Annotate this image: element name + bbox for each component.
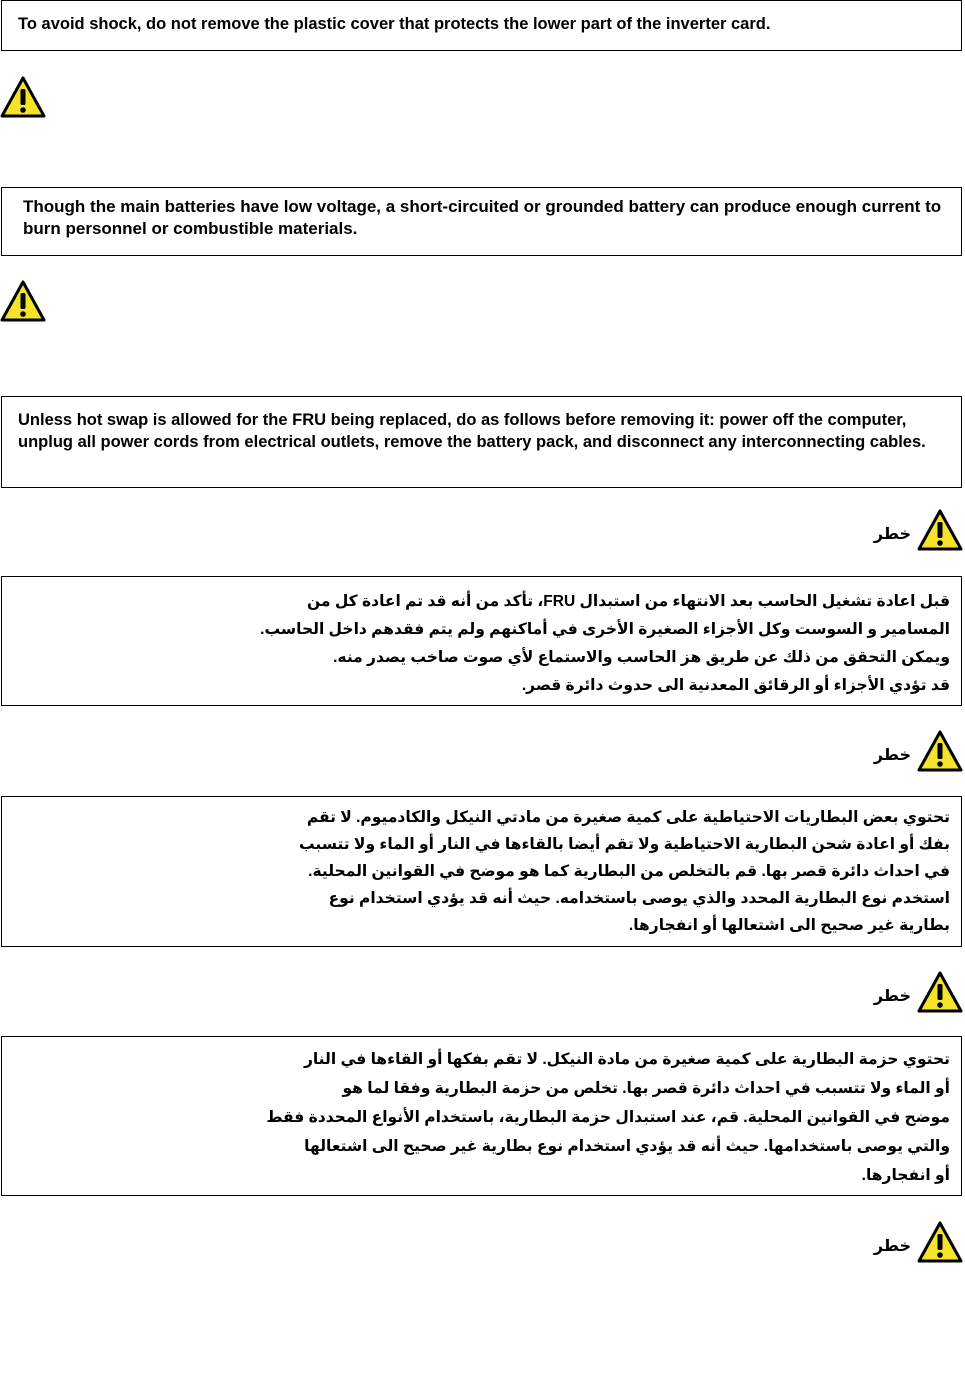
danger-heading bbox=[874, 509, 963, 551]
arabic-notice-line: استخدم نوع البطارية المحدد والذي يوصى باستخدامه. حيث أنه قد يؤدي استخدام نوع bbox=[328, 890, 950, 907]
arabic-notice-box bbox=[1, 796, 962, 947]
arabic-notice-line: ويمكن التحقق من ذلك عن طريق هز الحاسب والاستماع لأي صوت صاخب يصدر منه. bbox=[333, 649, 950, 666]
notice-box bbox=[1, 187, 962, 256]
arabic-notice-line: قد تؤدي الأجزاء أو الرقائق المعدنية الى حدوث دائرة قصر. bbox=[521, 677, 950, 694]
danger-heading bbox=[874, 971, 963, 1013]
arabic-notice-line: موضح في القوانين المحلية. قم، عند استبدال حزمة البطارية، باستخدام الأنواع المحددة فقط bbox=[266, 1109, 950, 1126]
arabic-notice-line: المسامير و السوست وكل الأجزاء الصغيرة الأخرى في أماكنهم ولم يتم فقدهم داخل الحاسب. bbox=[260, 621, 950, 638]
danger-heading bbox=[874, 730, 963, 772]
arabic-notice-line: في احداث دائرة قصر بها. قم بالتخلص من البطارية كما هو موضح في القوانين المحلية. bbox=[308, 863, 950, 880]
warning-triangle-icon bbox=[917, 509, 963, 551]
arabic-notice-line: بفك أو اعادة شحن البطارية الاحتياطية ولا تقم أيضا بالقاءها في النار أو الماء ولا تتسبب bbox=[298, 836, 950, 853]
danger-heading bbox=[874, 1221, 963, 1263]
arabic-notice-line: والتي يوصى باستخدامها. حيث أنه قد يؤدي استخدام نوع بطارية غير صحيح الى اشتعالها bbox=[304, 1138, 950, 1155]
danger-label: خطر bbox=[873, 1238, 911, 1255]
notice-text: To avoid shock, do not remove the plastic cover that protects the lower part of the inverter card. bbox=[18, 15, 771, 33]
warning-triangle-icon bbox=[917, 1221, 963, 1263]
arabic-notice-line: أو انفجارها. bbox=[861, 1167, 950, 1184]
warning-triangle-icon bbox=[917, 971, 963, 1013]
arabic-notice-line: أو الماء ولا تتسبب في احداث دائرة قصر بها. تخلص من حزمة البطارية وفقا لما هو bbox=[342, 1080, 950, 1097]
warning-triangle-icon bbox=[917, 730, 963, 772]
notice-text: Unless hot swap is allowed for the FRU being replaced, do as follows before removing it: power off the computer, unplug all power cords from electrical outlets, remove the battery pack, and disconnect any interconnecting cables. bbox=[18, 411, 926, 451]
warning-triangle-icon bbox=[0, 76, 46, 118]
arabic-notice-line: بطارية غير صحيح الى اشتعالها أو انفجارها. bbox=[628, 917, 950, 934]
arabic-notice-box bbox=[1, 576, 962, 706]
danger-label: خطر bbox=[873, 526, 911, 543]
arabic-notice-line: قبل اعادة تشغيل الحاسب بعد الانتهاء من استبدال FRU، تأكد من أنه قد تم اعادة كل من bbox=[306, 593, 950, 610]
notice-text: Though the main batteries have low voltage, a short-circuited or grounded battery can produce enough current to burn personnel or combustible materials. bbox=[23, 197, 942, 238]
notice-box bbox=[1, 0, 962, 51]
arabic-notice-line: تحتوي حزمة البطارية على كمية صغيرة من مادة النيكل. لا تقم بفكها أو القاءها في النار bbox=[303, 1051, 950, 1068]
danger-label: خطر bbox=[873, 747, 911, 764]
notice-box bbox=[1, 396, 962, 488]
arabic-notice-line: تحتوي بعض البطاريات الاحتياطية على كمية صغيرة من مادتي النيكل والكادميوم. لا تقم bbox=[306, 809, 950, 826]
warning-triangle-icon bbox=[0, 280, 46, 322]
arabic-notice-box bbox=[1, 1036, 962, 1196]
danger-label: خطر bbox=[873, 988, 911, 1005]
